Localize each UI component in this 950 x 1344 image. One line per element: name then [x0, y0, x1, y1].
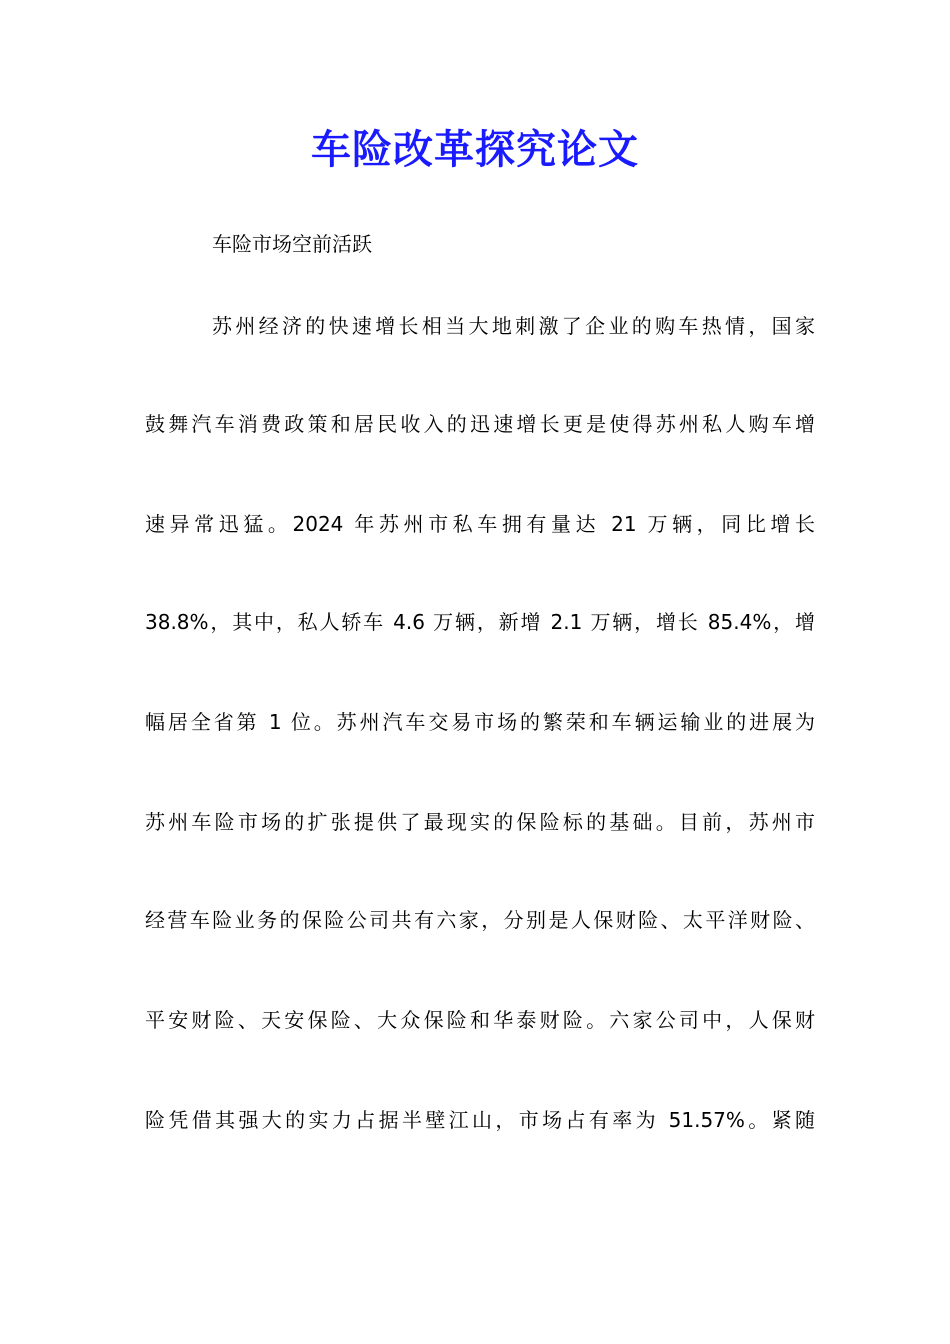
section-heading: 车险市场空前活跃	[212, 232, 372, 256]
paragraph-line: 苏州经济的快速增长相当大地刺激了企业的购车热情，国家	[212, 314, 815, 338]
paragraph-line: 险凭借其强大的实力占据半壁江山，市场占有率为 51.57%。紧随	[145, 1108, 815, 1132]
document-title: 车险改革探究论文	[311, 126, 639, 173]
paragraph-line: 鼓舞汽车消费政策和居民收入的迅速增长更是使得苏州私人购车增	[145, 412, 815, 436]
paragraph-line: 38.8%，其中，私人轿车 4.6 万辆，新增 2.1 万辆，增长 85.4%，增	[145, 610, 815, 634]
paragraph-line: 幅居全省第 1 位。苏州汽车交易市场的繁荣和车辆运输业的进展为	[145, 710, 815, 734]
paragraph-line: 经营车险业务的保险公司共有六家，分别是人保财险、太平洋财险、	[145, 908, 815, 932]
paragraph-line: 速异常迅猛。2024 年苏州市私车拥有量达 21 万辆，同比增长	[145, 512, 815, 536]
paragraph-line: 平安财险、天安保险、大众保险和华泰财险。六家公司中，人保财	[145, 1008, 815, 1032]
paragraph-line: 苏州车险市场的扩张提供了最现实的保险标的基础。目前，苏州市	[145, 810, 815, 834]
